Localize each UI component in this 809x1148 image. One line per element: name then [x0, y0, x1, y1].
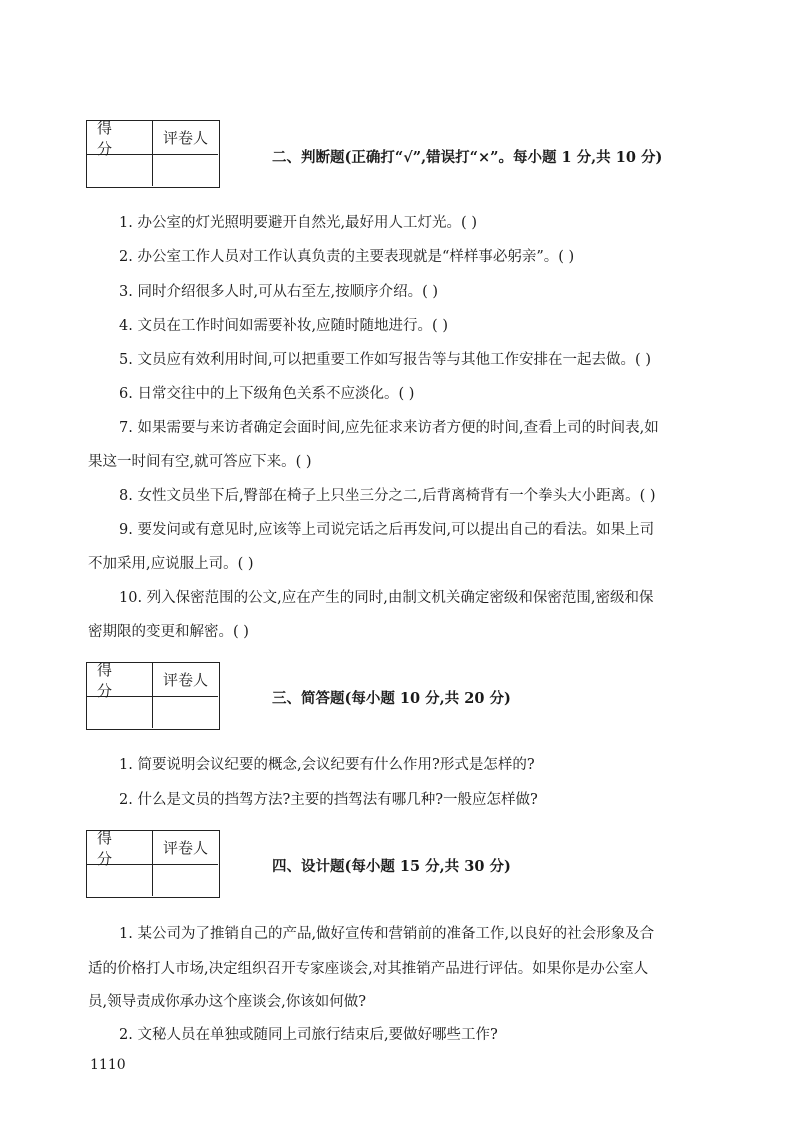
score-box — [86, 120, 220, 188]
question-line: 员,领导责成你承办这个座谈会,你该如何做? — [88, 994, 366, 1010]
score-label: 得 分 — [87, 831, 153, 865]
grader-field — [153, 697, 218, 728]
question-line: 1. 简要说明会议纪要的概念,会议纪要有什么作用?形式是怎样的? — [119, 757, 535, 773]
question-line: 果这一时间有空,就可答应下来。( ) — [88, 454, 312, 470]
score-field — [87, 697, 153, 728]
score-box — [86, 662, 220, 730]
question-line: 1. 办公室的灯光照明要避开自然光,最好用人工灯光。( ) — [119, 215, 477, 231]
score-label: 得 分 — [87, 121, 153, 155]
question-line: 适的价格打人市场,决定组织召开专家座谈会,对其推销产品进行评估。如果你是办公室人 — [88, 961, 649, 977]
grader-label: 评卷人 — [153, 831, 218, 865]
score-field — [87, 155, 153, 186]
grader-label: 评卷人 — [153, 121, 218, 155]
section-title: 二、判断题(正确打“√”,错误打“×”。每小题 1 分,共 10 分) — [272, 149, 663, 166]
question-line: 2. 什么是文员的挡驾方法?主要的挡驾法有哪几种?一般应怎样做? — [119, 792, 538, 808]
question-line: 1. 某公司为了推销自己的产品,做好宣传和营销前的准备工作,以良好的社会形象及合 — [119, 926, 655, 942]
question-line: 5. 文员应有效利用时间,可以把重要工作如写报告等与其他工作安排在一起去做。( ) — [119, 352, 651, 368]
question-line: 8. 女性文员坐下后,臀部在椅子上只坐三分之二,后背离椅背有一个拳头大小距离。( ) — [119, 488, 656, 504]
question-line: 密期限的变更和解密。( ) — [88, 624, 249, 640]
question-line: 9. 要发问或有意见时,应该等上司说完话之后再发问,可以提出自己的看法。如果上司 — [119, 522, 655, 538]
score-box — [86, 830, 220, 898]
score-label: 得 分 — [87, 663, 153, 697]
grader-field — [153, 865, 218, 896]
question-line: 2. 办公室工作人员对工作认真负责的主要表现就是“样样事必躬亲”。( ) — [119, 249, 575, 265]
question-line: 2. 文秘人员在单独或随同上司旅行结束后,要做好哪些工作? — [119, 1027, 498, 1043]
question-line: 4. 文员在工作时间如需要补妆,应随时随地进行。( ) — [119, 318, 448, 334]
question-line: 不加采用,应说服上司。( ) — [88, 556, 254, 572]
question-line: 3. 同时介绍很多人时,可从右至左,按顺序介绍。( ) — [119, 284, 439, 300]
section-title: 四、设计题(每小题 15 分,共 30 分) — [272, 858, 511, 875]
question-line: 6. 日常交往中的上下级角色关系不应淡化。( ) — [119, 386, 415, 402]
score-field — [87, 865, 153, 896]
question-line: 10. 列入保密范围的公文,应在产生的同时,由制文机关确定密级和保密范围,密级和保 — [119, 590, 654, 606]
question-line: 7. 如果需要与来访者确定会面时间,应先征求来访者方便的时间,查看上司的时间表,如 — [119, 420, 659, 436]
section-title: 三、简答题(每小题 10 分,共 20 分) — [272, 690, 511, 707]
grader-field — [153, 155, 218, 186]
page-number: 1110 — [90, 1057, 126, 1073]
grader-label: 评卷人 — [153, 663, 218, 697]
